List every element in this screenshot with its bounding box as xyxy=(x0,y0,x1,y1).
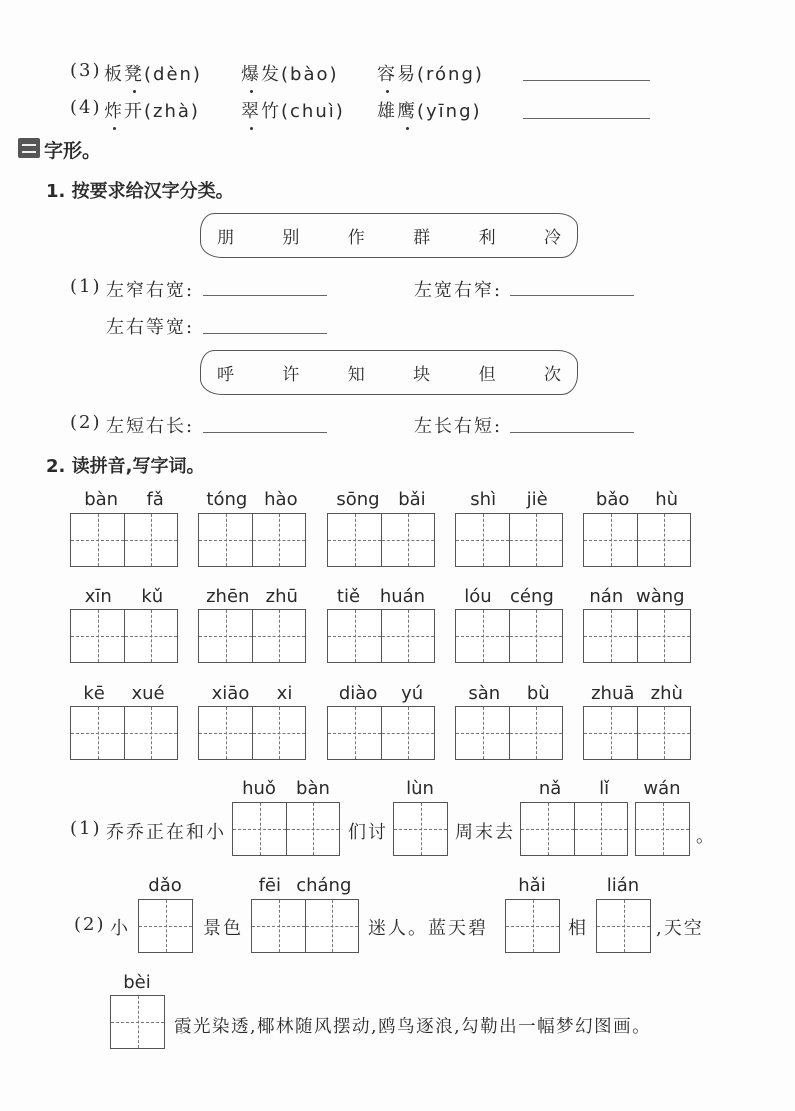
sentence-2-num: (2) xyxy=(74,914,106,935)
sentence-2-text: 相 xyxy=(568,918,588,939)
writing-grid[interactable] xyxy=(520,802,628,856)
row-3-item-1: 板凳(dèn) xyxy=(104,60,202,86)
pinyin-label: lóu céng xyxy=(464,586,554,607)
pinyin-label: bèi xyxy=(123,972,151,993)
label-narrow-left: 左窄右宽: xyxy=(106,280,195,301)
writing-grid[interactable] xyxy=(505,899,560,953)
pinyin-label: dǎo xyxy=(148,875,182,896)
answer-line[interactable] xyxy=(523,118,650,119)
dotted-char: 容 xyxy=(377,60,397,86)
writing-grid[interactable] xyxy=(327,513,435,567)
pinyin-label: xiāo xi xyxy=(211,683,293,704)
sentence-2-text: 霞光染透,椰林随风摆动,鸥鸟逐浪,勾勒出一幅梦幻图画。 xyxy=(174,1017,652,1037)
section-title: 字形。 xyxy=(44,140,102,162)
writing-grid[interactable] xyxy=(455,706,563,760)
row-3-item-2: 爆发(bào) xyxy=(241,60,339,86)
writing-grid[interactable] xyxy=(327,706,435,760)
dotted-char: 爆 xyxy=(241,60,261,86)
pinyin-label: kē xué xyxy=(83,683,165,704)
question-1-title: 1. 按要求给汉字分类。 xyxy=(46,181,234,202)
dotted-char: 鹰 xyxy=(397,97,417,123)
sentence-1-end: 。 xyxy=(696,826,716,847)
question-2-title: 2. 读拼音,写字词。 xyxy=(46,456,205,477)
writing-grid[interactable] xyxy=(455,513,563,567)
pinyin-label: sàn bù xyxy=(468,683,550,704)
sentence-2-text: ,天空 xyxy=(656,918,704,939)
pinyin-label: zhuā zhù xyxy=(591,683,683,704)
answer-line[interactable] xyxy=(203,333,327,334)
pinyin-label: fēi cháng xyxy=(258,875,352,896)
label-wide-left: 左宽右窄: xyxy=(414,280,503,301)
writing-grid[interactable] xyxy=(70,609,178,663)
pinyin-label: bàn fǎ xyxy=(84,489,164,510)
part-1-num: (1) xyxy=(70,276,102,297)
writing-grid[interactable] xyxy=(138,899,193,953)
row-4-item-3: 雄鹰(yīng) xyxy=(377,97,482,123)
pinyin-label: nán wàng xyxy=(589,586,685,607)
answer-line[interactable] xyxy=(510,432,634,433)
pinyin-label: huǒ bàn xyxy=(242,778,330,799)
character-bank-1: 朋 别 作 群 利 冷 xyxy=(200,213,578,258)
row-3-item-3: 容易(róng) xyxy=(377,60,484,86)
writing-grid[interactable] xyxy=(455,609,563,663)
pinyin-label: tiě huán xyxy=(336,586,426,607)
dotted-char: 炸 xyxy=(104,97,124,123)
part-2-num: (2) xyxy=(70,412,102,433)
answer-line[interactable] xyxy=(523,80,650,81)
writing-grid[interactable] xyxy=(198,706,306,760)
writing-grid[interactable] xyxy=(232,802,340,856)
writing-grid[interactable] xyxy=(70,706,178,760)
pinyin-label: xīn kǔ xyxy=(84,586,164,607)
writing-grid[interactable] xyxy=(70,513,178,567)
writing-grid[interactable] xyxy=(198,513,306,567)
sentence-1-text: 们讨 xyxy=(348,822,388,843)
pinyin-label: sōng bǎi xyxy=(336,489,426,510)
sentence-1-num: (1) xyxy=(70,818,102,839)
answer-line[interactable] xyxy=(203,432,327,433)
sentence-1-text: 周末去 xyxy=(455,822,515,843)
writing-grid[interactable] xyxy=(635,802,690,856)
pinyin-label: wán xyxy=(643,778,681,799)
pinyin-label: lùn xyxy=(406,778,434,799)
label-long-left: 左长右短: xyxy=(414,416,503,437)
character-bank-2: 呼 许 知 块 但 次 xyxy=(200,350,578,395)
pinyin-label: zhēn zhū xyxy=(206,586,298,607)
writing-grid[interactable] xyxy=(393,802,448,856)
writing-grid[interactable] xyxy=(583,513,691,567)
writing-grid[interactable] xyxy=(583,609,691,663)
row-4: (4) xyxy=(70,97,102,118)
sentence-2-text: 景色 xyxy=(203,918,243,939)
writing-grid[interactable] xyxy=(583,706,691,760)
writing-grid[interactable] xyxy=(198,609,306,663)
writing-grid[interactable] xyxy=(327,609,435,663)
pinyin-label: lián xyxy=(606,875,640,896)
pinyin-label: diào yú xyxy=(338,683,424,704)
sentence-2-text: 小 xyxy=(110,918,130,939)
row-4-item-2: 翠竹(chuì) xyxy=(241,97,345,123)
pinyin-label: tóng hào xyxy=(206,489,298,510)
row-4-item-1: 炸开(zhà) xyxy=(104,97,200,123)
sentence-1-text: 乔乔正在和小 xyxy=(106,822,226,843)
pinyin-label: bǎo hù xyxy=(595,489,679,510)
answer-line[interactable] xyxy=(510,295,634,296)
pinyin-label: nǎ lǐ xyxy=(538,778,610,799)
writing-grid[interactable] xyxy=(110,995,165,1049)
writing-grid[interactable] xyxy=(251,899,359,953)
answer-line[interactable] xyxy=(203,295,327,296)
sentence-2-text: 迷人。蓝天碧 xyxy=(368,918,488,939)
dotted-char: 凳 xyxy=(124,60,144,86)
dotted-char: 翠 xyxy=(241,97,261,123)
label-short-left: 左短右长: xyxy=(106,416,195,437)
pinyin-label: hǎi xyxy=(518,875,546,896)
label-equal-width: 左右等宽: xyxy=(106,317,195,338)
section-number-icon xyxy=(18,138,40,158)
writing-grid[interactable] xyxy=(596,899,651,953)
pinyin-label: shì jiè xyxy=(470,489,548,510)
row-3: (3) xyxy=(70,60,102,81)
